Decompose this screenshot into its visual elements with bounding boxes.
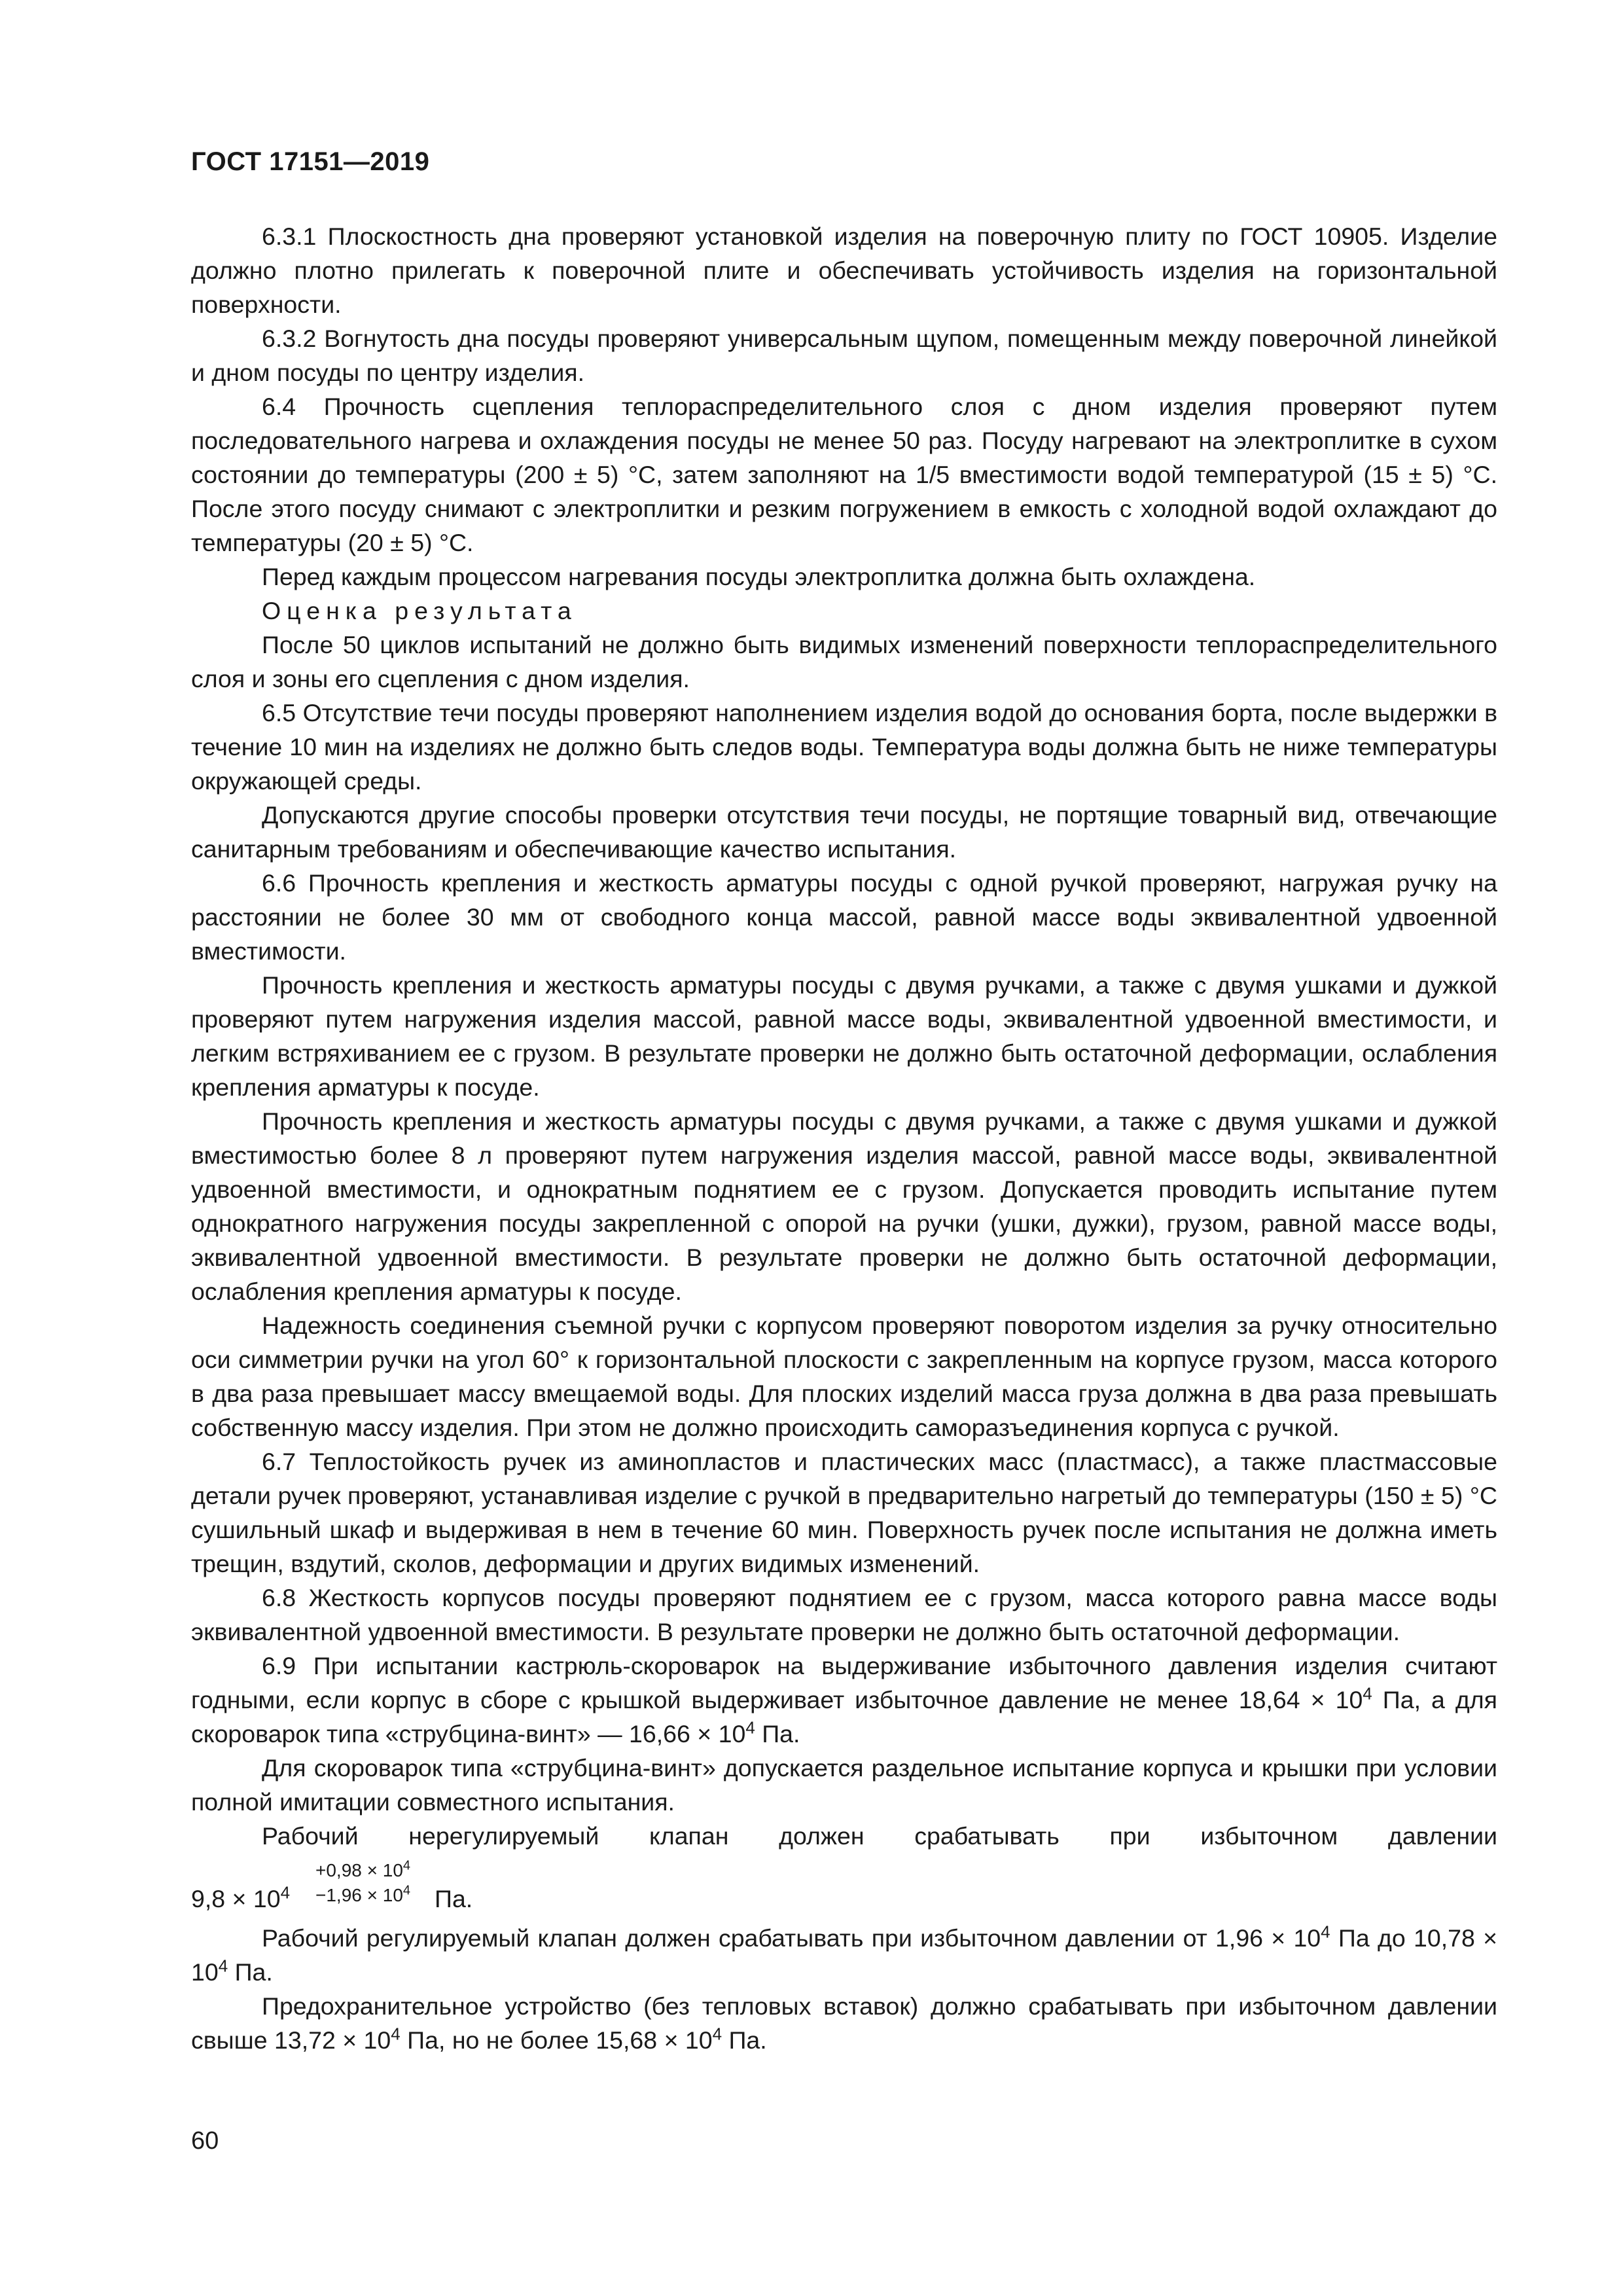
paragraph-6-5: 6.5 Отсутствие течи посуды проверяют наполнением изделия водой до основания борта, после выдержки в течение 10 мин на изделиях не должно быть следов воды. Температура воды должна быть не ниже температуры окружающей среды. <box>191 699 1497 795</box>
paragraph-6-6: 6.6 Прочность крепления и жесткость арматуры посуды с одной ручкой проверяют, нагружая ручку на расстоянии не более 30 мм от свободного конца массой, равной массе воды эквивалентной удвоенной вместимости. <box>191 869 1497 965</box>
formula-upper-tolerance: $+0,98 \times 10^4$ <box>315 1858 411 1880</box>
paragraph-removable-handle: Надежность соединения съемной ручки с корпусом проверяют поворотом изделия за ручку относительно оси симметрии ручки на угол 60° к горизонтальной плоскости с закрепленным на корпусе грузом, масса которого в два раза превышает массу вмещаемой воды. Для плоских изделий масса груза должна в два раза превышать собственную массу изделия. При этом не должно происходить саморазъединения корпуса с ручкой. <box>191 1312 1497 1441</box>
page-number: 60 <box>191 2127 219 2155</box>
formula-base: $9,8 \times 10^4$ <box>191 1882 291 1912</box>
paragraph-6-7: 6.7 Теплостойкость ручек из аминопластов и пластических масс (пластмасс), а также пластмассовые детали ручек проверяют, устанавливая изделие с ручкой в предварительно нагретый до температуры (150 ± 5) °С сушильный шкаф и выдерживая в нем в течение 60 мин. Поверхность ручек после испытания не должна иметь трещин, вздутий, сколов, деформации и других видимых изменений. <box>191 1448 1497 1577</box>
paragraph-safety-device: Предохранительное устройство (без тепловых вставок) должно срабатывать при избыточном давлении свыше $13,72 \times 10^4$ Па, но не более $15,68 \times 10^4$ Па. <box>191 1992 1497 2054</box>
paragraph-other-methods: Допускаются другие способы проверки отсутствия течи посуды, не портящие товарный вид, отвечающие санитарным требованиям и обеспечивающие качество испытания. <box>191 801 1497 863</box>
document-body <box>191 219 1497 2057</box>
paragraph-cooling-note: Перед каждым процессом нагревания посуды электроплитка должна быть охлаждена. <box>262 563 1256 590</box>
paragraph-two-handles-8l: Прочность крепления и жесткость арматуры посуды с двумя ручками, а также с двумя ушками и дужкой вместимостью более 8 л проверяют путем нагружения изделия массой, равной массе воды, эквивалентной удвоенной вместимости, и однократным поднятием ее с грузом. Допускается проводить испытание путем однократного нагружения посуды закрепленной с опорой на ручки (ушки, дужки), грузом, равной массе воды, эквивалентной удвоенной вместимости. В результате проверки не должно быть остаточной деформации, ослабления крепления арматуры к посуде. <box>191 1107 1497 1305</box>
paragraph-6-9: 6.9 При испытании кастрюль-скороварок на выдерживание избыточного давления изделия считают годными, если корпус в сборе с крышкой выдерживает избыточное давление не менее $18,64 \times 10^4$ Па, а для скороварок типа «струбцина-винт» — $16,66 \times 10^4$ Па. <box>191 1652 1497 1748</box>
paragraph-regulated-valve: Рабочий регулируемый клапан должен срабатывать при избыточном давлении от $1,96 \times 10^4$ Па до $10,78 \times 10^4$ Па. <box>191 1922 1497 1986</box>
document-header: ГОСТ 17151—2019 <box>191 147 430 176</box>
pressure-formula <box>191 1856 1497 1918</box>
paragraph-6-3-1: 6.3.1 Плоскостность дна проверяют установкой изделия на поверочную плиту по ГОСТ 10905. Изделие должно плотно прилегать к поверочной плите и обеспечивать устойчивость изделия на горизонтальной поверхности. <box>191 223 1497 318</box>
formula-tolerance <box>315 1858 410 1908</box>
paragraph-evaluation: После 50 циклов испытаний не должно быть видимых изменений поверхности теплораспределительного слоя и зоны его сцепления с дном изделия. <box>191 631 1497 692</box>
formula-lower-tolerance: $-1,96 \times 10^4$ <box>315 1883 411 1905</box>
formula-unit: Па. <box>435 1885 473 1912</box>
paragraph-6-3-2: 6.3.2 Вогнутость дна посуды проверяют универсальным щупом, помещенным между поверочной линейкой и дном посуды по центру изделия. <box>191 325 1497 386</box>
evaluation-heading: Оценка результата <box>262 597 577 624</box>
paragraph-valve-intro: Рабочий нерегулируемый клапан должен срабатывать при избыточном давлении <box>262 1822 1497 1850</box>
paragraph-6-4: 6.4 Прочность сцепления теплораспределительного слоя с дном изделия проверяют путем последовательного нагрева и охлаждения посуды не менее 50 раз. Посуду нагревают на электроплитке в сухом состоянии до температуры (200 ± 5) °С, затем заполняют на 1/5 вместимости водой температурой (15 ± 5) °С. После этого посуду снимают с электроплитки и резким погружением в емкость с холодной водой охлаждают до температуры (20 ± 5) °С. <box>191 393 1497 556</box>
paragraph-two-handles: Прочность крепления и жесткость арматуры посуды с двумя ручками, а также с двумя ушками и дужкой проверяют путем нагружения изделия массой, равной массе воды, эквивалентной удвоенной вместимости, и легким встряхиванием ее с грузом. В результате проверки не должно быть остаточной деформации, ослабления крепления арматуры к посуде. <box>191 971 1497 1101</box>
paragraph-struvtsina: Для скороварок типа «струбцина-винт» допускается раздельное испытание корпуса и крышки при условии полной имитации совместного испытания. <box>191 1754 1497 1816</box>
paragraph-6-8: 6.8 Жесткость корпусов посуды проверяют поднятием ее с грузом, масса которого равна массе воды эквивалентной удвоенной вместимости. В результате проверки не должно быть остаточной деформации. <box>191 1584 1497 1645</box>
